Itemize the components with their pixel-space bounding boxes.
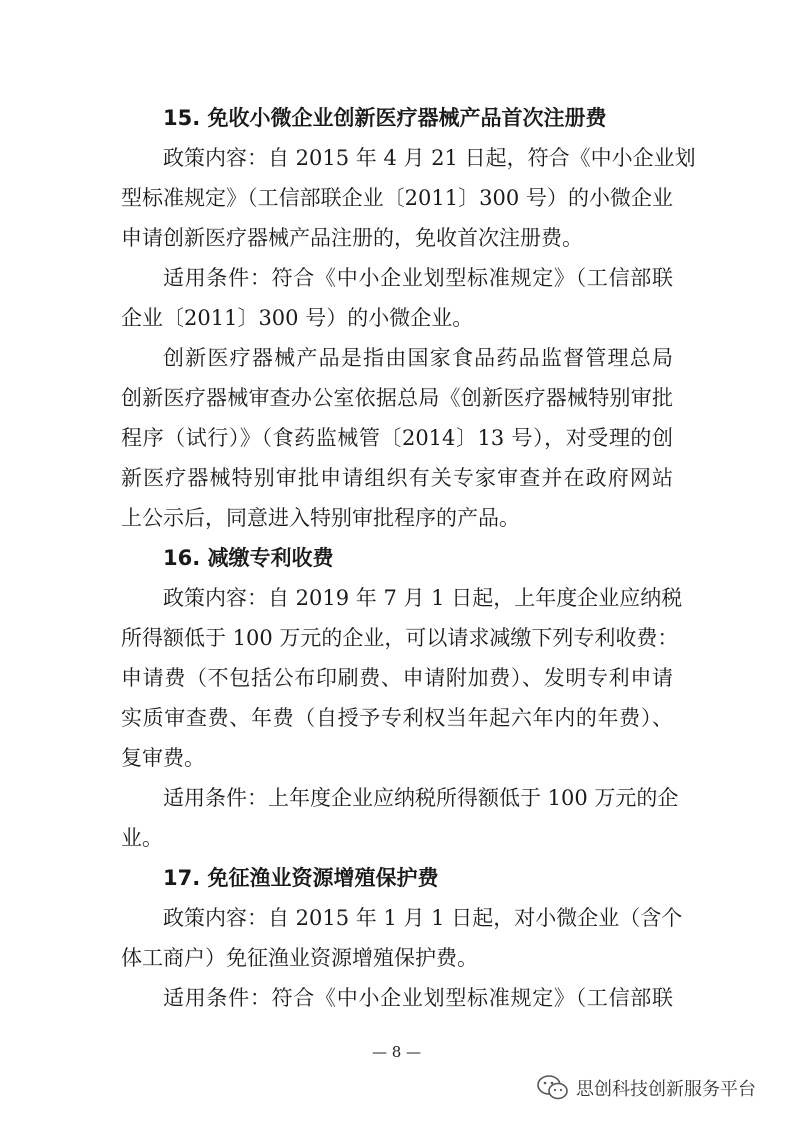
- body-line: 适用条件：上年度企业应纳税所得额低于 100 万元的企: [163, 786, 679, 810]
- body-line: 政策内容：自 2015 年 1 月 1 日起，对小微企业（含个: [163, 906, 683, 930]
- body-line: 复审费。: [121, 746, 205, 770]
- body-line: 适用条件：符合《中小企业划型标准规定》（工信部联: [163, 986, 673, 1010]
- body-line: 适用条件：符合《中小企业划型标准规定》（工信部联: [163, 266, 673, 290]
- section-15-heading: 15. 免收小微企业创新医疗器械产品首次注册费: [163, 106, 607, 130]
- body-line: 业。: [121, 826, 163, 850]
- body-line: 体工商户）免征渔业资源增殖保护费。: [121, 946, 478, 970]
- body-line: 创新医疗器械产品是指由国家食品药品监督管理总局: [163, 346, 673, 370]
- body-line: 申请费（不包括公布印刷费、申请附加费）、发明专利申请: [121, 666, 673, 690]
- page-number: — 8 —: [371, 1043, 422, 1061]
- body-line: 申请创新医疗器械产品注册的，免收首次注册费。: [121, 226, 583, 250]
- body-line: 政策内容：自 2015 年 4 月 21 日起，符合《中小企业划: [163, 146, 696, 170]
- body-line: 新医疗器械特别审批申请组织有关专家审查并在政府网站: [121, 466, 673, 490]
- body-line: 所得额低于 100 万元的企业，可以请求减缴下列专利收费：: [121, 626, 679, 650]
- watermark-label: 思创科技创新服务平台: [576, 1079, 756, 1100]
- body-line: 上公示后，同意进入特别审批程序的产品。: [121, 506, 520, 530]
- section-17-heading: 17. 免征渔业资源增殖保护费: [163, 866, 439, 890]
- body-line: 程序（试行）》（食药监械管〔2014〕13 号），对受理的创: [121, 426, 673, 450]
- section-16-heading: 16. 减缴专利收费: [163, 546, 334, 570]
- body-line: 型标准规定》（工信部联企业〔2011〕300 号）的小微企业: [121, 186, 673, 210]
- body-line: 企业〔2011〕300 号）的小微企业。: [121, 306, 474, 330]
- body-line: 创新医疗器械审查办公室依据总局《创新医疗器械特别审批: [121, 386, 673, 410]
- wechat-icon: [536, 1074, 570, 1102]
- body-line: 政策内容：自 2019 年 7 月 1 日起，上年度企业应纳税: [163, 586, 683, 610]
- watermark: [536, 1073, 756, 1103]
- body-line: 实质审查费、年费（自授予专利权当年起六年内的年费）、: [121, 706, 673, 730]
